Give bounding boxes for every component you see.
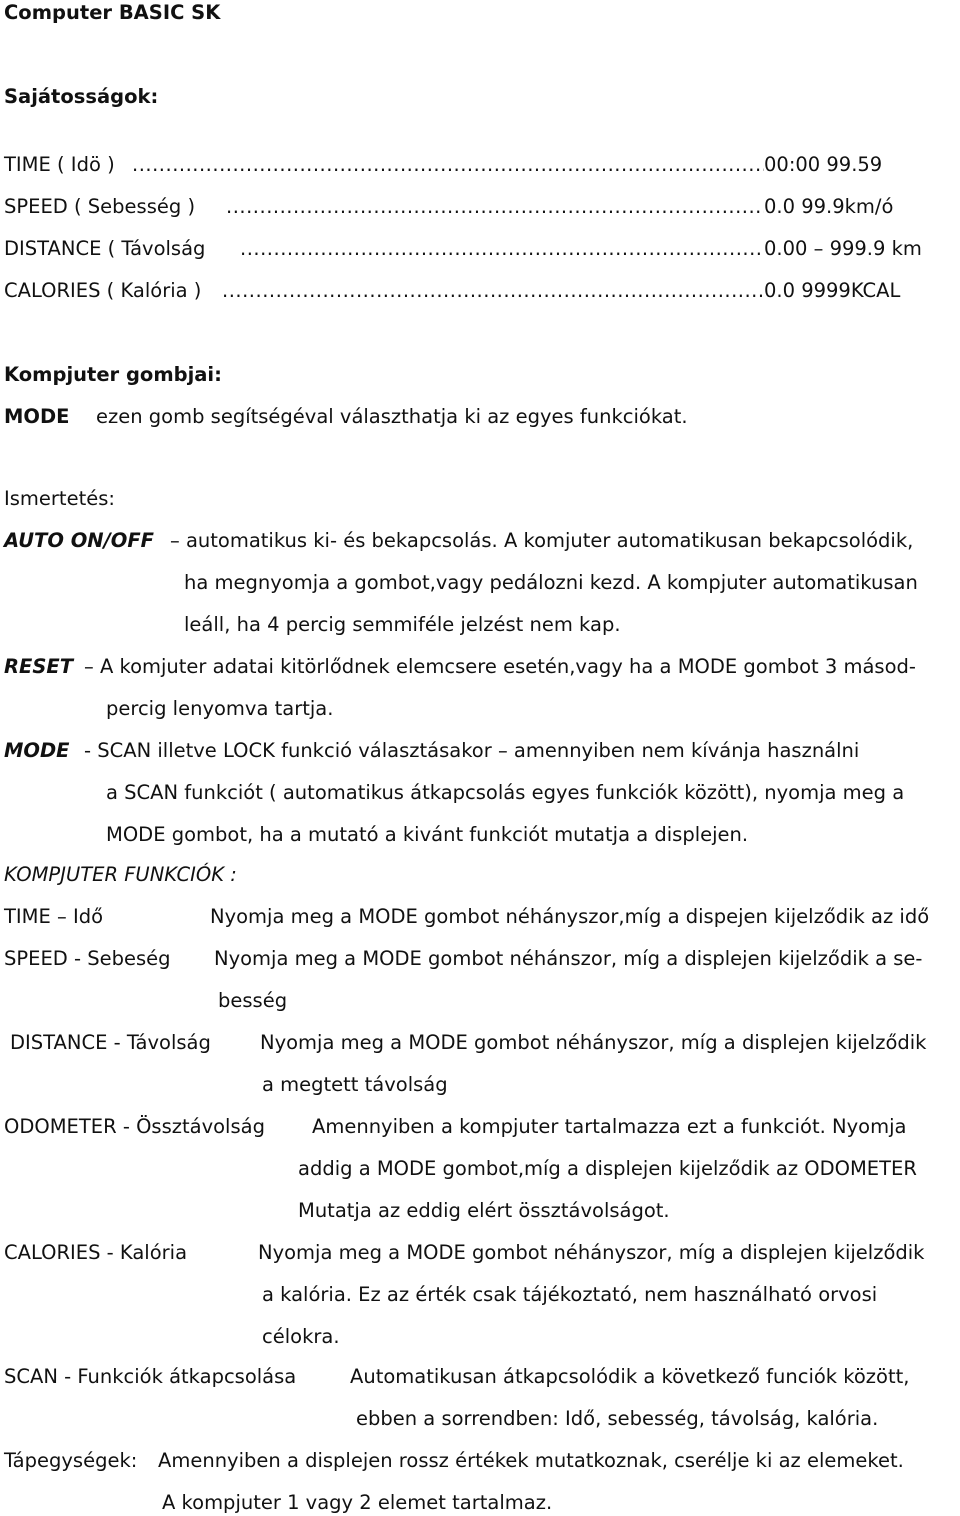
function-speed-label: SPEED - Sebeség <box>4 947 171 970</box>
auto-label: AUTO ON/OFF <box>4 529 154 552</box>
function-odometer-line-3: Mutatja az eddig elért össztávolságot. <box>298 1199 670 1222</box>
spec-label-distance: DISTANCE ( Távolság <box>4 237 206 260</box>
function-scan-line-1: Automatikusan átkapcsolódik a következő funciók között, <box>350 1365 910 1388</box>
mode-scan-line-2: a SCAN funkciót ( automatikus átkapcsolás egyes funkciók között), nyomja meg a <box>106 781 905 804</box>
reset-line-2: percig lenyomva tartja. <box>106 697 334 720</box>
reset-line-1: – A komjuter adatai kitörlődnek elemcsere esetén,vagy ha a MODE gombot 3 másod- <box>84 655 916 678</box>
function-calories-line-3: célokra. <box>262 1325 340 1348</box>
spec-value-time: 00:00 99.59 <box>764 153 883 176</box>
document-title: Computer BASIC SK <box>4 1 221 24</box>
auto-line-2: ha megnyomja a gombot,vagy pedálozni kezd. A kompjuter automatikusan <box>184 571 918 594</box>
description-heading: Ismertetés: <box>4 487 115 510</box>
function-time-label: TIME – Idő <box>4 905 104 928</box>
reset-label: RESET <box>4 655 74 678</box>
power-label: Tápegységek: <box>4 1449 138 1472</box>
features-heading: Sajátosságok: <box>4 85 159 108</box>
function-calories-line-1: Nyomja meg a MODE gombot néhányszor, míg a displejen kijelződik <box>258 1241 925 1264</box>
auto-line-3: leáll, ha 4 percig semmiféle jelzést nem kap. <box>184 613 621 636</box>
function-calories-line-2: a kalória. Ez az érték csak tájékoztató, nem használható orvosi <box>262 1283 878 1306</box>
function-scan-label: SCAN - Funkciók átkapcsolása <box>4 1365 297 1388</box>
mode-scan-line-1: - SCAN illetve LOCK funkció választásakor – amennyiben nem kívánja használni <box>84 739 860 762</box>
function-distance-line-2: a megtett távolság <box>262 1073 448 1096</box>
spec-leader-calories <box>222 278 764 304</box>
function-speed-line-1: Nyomja meg a MODE gombot néhánszor, míg a displejen kijelződik a se- <box>214 947 923 970</box>
function-distance-line-1: Nyomja meg a MODE gombot néhányszor, míg a displejen kijelződik <box>260 1031 927 1054</box>
spec-label-time: TIME ( Idö ) <box>4 153 115 176</box>
spec-leader-speed <box>226 194 764 220</box>
buttons-heading: Kompjuter gombjai: <box>4 363 222 386</box>
spec-leader-distance <box>240 236 764 262</box>
spec-label-speed: SPEED ( Sebesség ) <box>4 195 196 218</box>
power-line-2: A kompjuter 1 vagy 2 elemet tartalmaz. <box>162 1491 553 1514</box>
spec-label-calories: CALORIES ( Kalória ) <box>4 279 202 302</box>
spec-value-speed: 0.0 99.9km/ó <box>764 195 894 218</box>
function-time-line-1: Nyomja meg a MODE gombot néhányszor,míg a dispejen kijelződik az idő <box>210 905 930 928</box>
function-odometer-label: ODOMETER - Össztávolság <box>4 1115 265 1138</box>
mode-scan-label: MODE <box>4 739 70 762</box>
function-speed-line-2: besség <box>218 989 288 1012</box>
mode-label: MODE <box>4 405 70 428</box>
mode-scan-line-3: MODE gombot, ha a mutató a kivánt funkciót mutatja a displejen. <box>106 823 749 846</box>
functions-heading: KOMPJUTER FUNKCIÓK : <box>4 863 237 886</box>
function-odometer-line-1: Amennyiben a kompjuter tartalmazza ezt a funkciót. Nyomja <box>312 1115 907 1138</box>
function-calories-label: CALORIES - Kalória <box>4 1241 188 1264</box>
power-line-1: Amennyiben a displejen rossz értékek mutatkoznak, cserélje ki az elemeket. <box>158 1449 904 1472</box>
spec-value-calories: 0.0 9999KCAL <box>764 279 901 302</box>
spec-leader-time <box>132 152 764 178</box>
function-distance-label: DISTANCE - Távolság <box>10 1031 211 1054</box>
function-odometer-line-2: addig a MODE gombot,míg a displejen kijelződik az ODOMETER <box>298 1157 917 1180</box>
auto-line-1: – automatikus ki- és bekapcsolás. A komjuter automatikusan bekapcsolódik, <box>170 529 914 552</box>
spec-value-distance: 0.00 – 999.9 km <box>764 237 922 260</box>
mode-description: ezen gomb segítségéval választhatja ki az egyes funkciókat. <box>96 405 688 428</box>
function-scan-line-2: ebben a sorrendben: Idő, sebesség, távolság, kalória. <box>356 1407 879 1430</box>
